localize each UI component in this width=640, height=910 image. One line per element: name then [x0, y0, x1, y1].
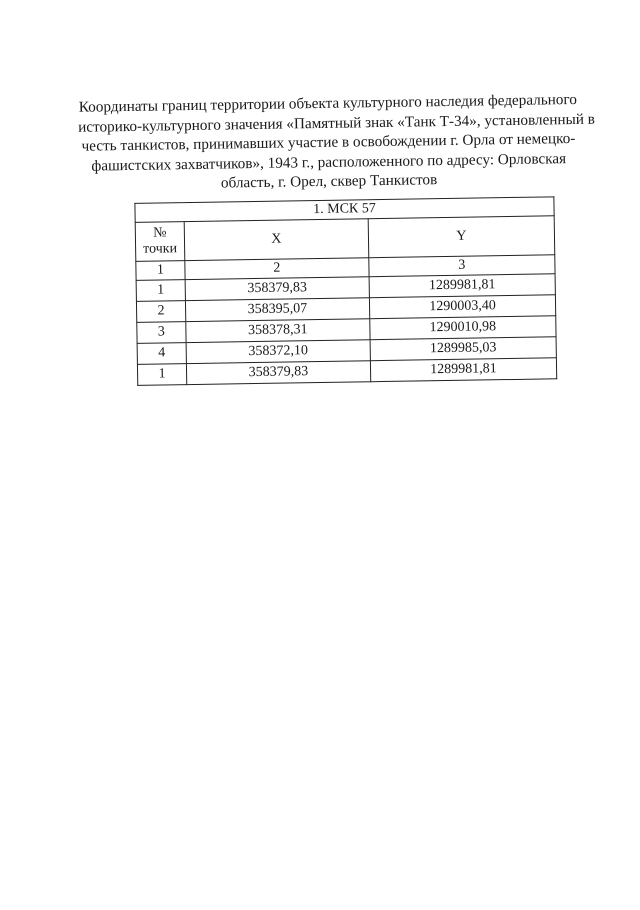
- header-y: Y: [368, 216, 555, 258]
- point-number-cell: 2: [136, 301, 185, 323]
- title-line: область, г. Орел, сквер Танкистов: [220, 171, 438, 192]
- document-title: [78, 90, 595, 195]
- header-x: X: [184, 219, 369, 261]
- coordinate-system-label: 1. МСК 57: [135, 197, 554, 223]
- point-number-cell: 3: [137, 322, 186, 344]
- x-coordinate-cell: 358378,31: [186, 319, 370, 343]
- y-coordinate-cell: 1290010,98: [370, 316, 556, 340]
- title-line: честь танкистов, принимавших участие в освобождении г. Орла от немецко-: [81, 129, 576, 155]
- y-coordinate-cell: 1289981,81: [370, 358, 556, 382]
- x-coordinate-cell: 358395,07: [185, 298, 369, 322]
- column-index: 3: [369, 255, 555, 277]
- header-point-number: [135, 222, 184, 262]
- coordinates-table: [134, 196, 557, 386]
- x-coordinate-cell: 358379,83: [186, 361, 370, 385]
- y-coordinate-cell: 1290003,40: [369, 295, 555, 319]
- x-coordinate-cell: 358372,10: [186, 340, 370, 364]
- title-line: Координаты границ территории объекта культурного наследия федерального: [78, 90, 577, 116]
- y-coordinate-cell: 1289985,03: [370, 337, 556, 361]
- x-coordinate-cell: 358379,83: [185, 277, 369, 301]
- title-line: фашистских захватчиков», 1943 г., расположенного по адресу: Орловская: [91, 149, 567, 175]
- header-point-word: точки: [142, 241, 178, 257]
- y-coordinate-cell: 1289981,81: [369, 274, 555, 298]
- point-number-cell: 1: [137, 364, 186, 386]
- point-number-cell: 1: [136, 280, 185, 302]
- title-line: историко-культурного значения «Памятный знак «Танк Т-34», установленный в: [78, 110, 595, 136]
- point-number-cell: 4: [137, 343, 186, 365]
- column-index: 2: [185, 258, 369, 280]
- column-index: 1: [136, 261, 185, 281]
- header-point-symbol: №: [153, 225, 167, 241]
- header-row: [135, 216, 555, 262]
